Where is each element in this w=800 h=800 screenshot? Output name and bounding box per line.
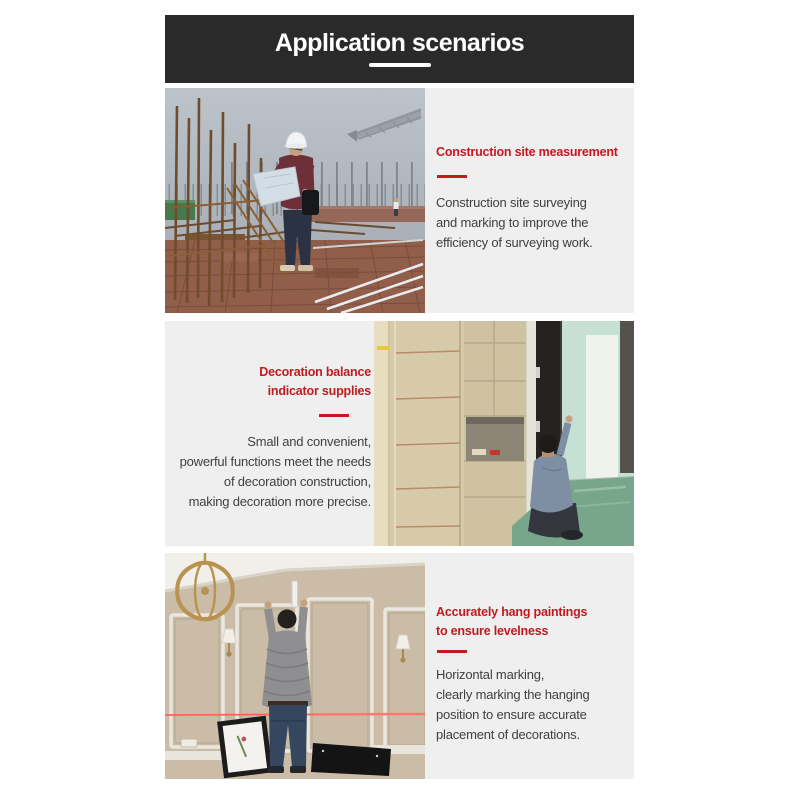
title-accent-dash — [437, 175, 467, 178]
section-body-line: position to ensure accurate — [436, 707, 587, 722]
header-banner — [165, 15, 634, 83]
section-body-line: Small and convenient, — [247, 434, 371, 449]
construction-site-photo — [165, 88, 425, 313]
section-body-line: clearly marking the hanging — [436, 687, 590, 702]
section-construction-site — [165, 88, 634, 313]
section-body-line: making decoration more precise. — [188, 494, 371, 509]
section-decoration-balance — [165, 321, 634, 546]
section-title: indicator supplies — [267, 384, 371, 398]
leaning-frame — [220, 719, 270, 776]
section-body-line: Horizontal marking, — [436, 667, 545, 682]
hanging-paintings-photo — [165, 553, 425, 779]
section-body-line: efficiency of surveying work. — [436, 235, 593, 250]
section-title: to ensure levelness — [436, 624, 549, 638]
title-underline-bar — [369, 63, 431, 67]
hanging-paintings-illustration — [165, 553, 425, 779]
section-body-line: placement of decorations. — [436, 727, 580, 742]
section-body-line: powerful functions meet the needs — [179, 454, 371, 469]
section-title: Construction site measurement — [436, 145, 618, 159]
section-title: Accurately hang paintings — [436, 605, 588, 619]
cabinet-installation-photo — [374, 321, 634, 546]
cabinet-installation-illustration — [374, 321, 634, 546]
section-title: Decoration balance — [259, 365, 371, 379]
title-accent-dash — [319, 414, 349, 417]
page-title: Application scenarios — [274, 29, 525, 57]
decoration-text-panel — [165, 321, 374, 546]
section-hang-paintings — [165, 553, 634, 779]
section-body-line: of decoration construction, — [223, 474, 371, 489]
construction-site-illustration — [165, 88, 425, 313]
section-body-line: Construction site surveying — [436, 195, 587, 210]
section-body-line: and marking to improve the — [436, 215, 589, 230]
paintings-text-panel — [425, 553, 634, 779]
construction-text-panel — [425, 88, 634, 313]
title-accent-dash — [437, 650, 467, 653]
